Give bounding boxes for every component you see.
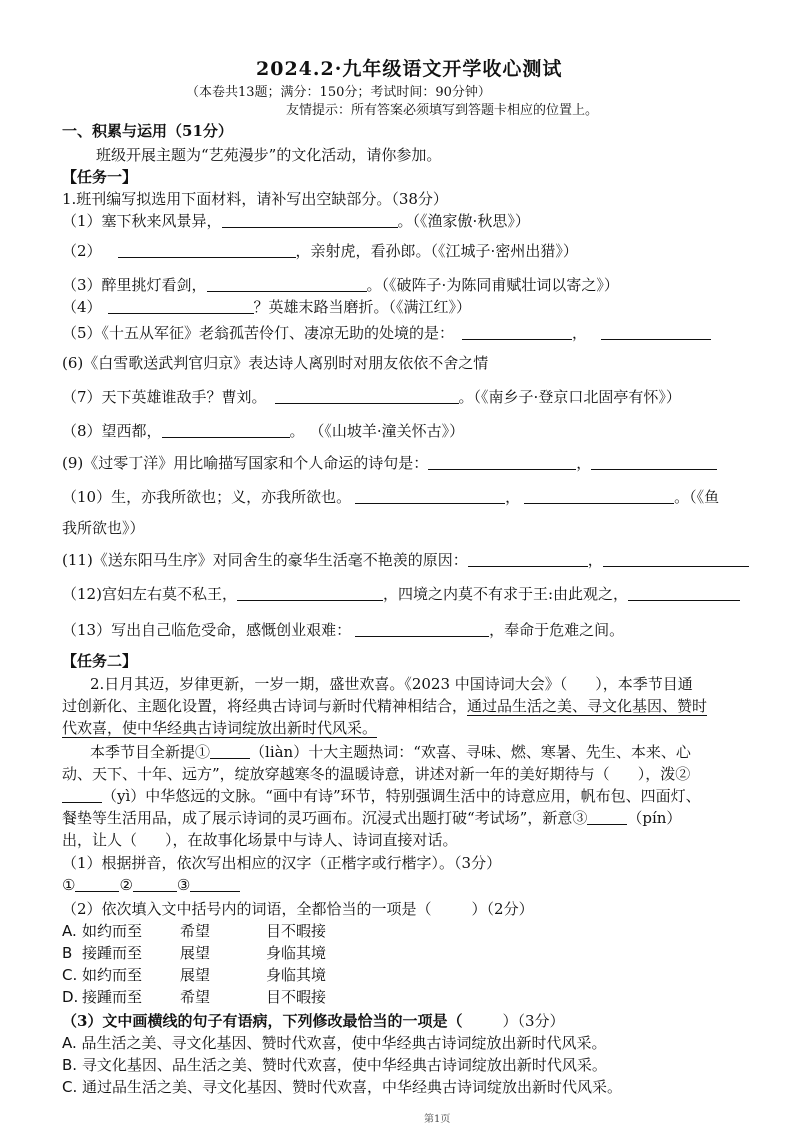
answer-blank[interactable]: [207, 277, 367, 292]
subquestion-3: （3）文中画横线的句子有语病，下列修改最恰当的一项是（ ）（3分）: [62, 1012, 565, 1030]
answer-blank[interactable]: [628, 586, 740, 601]
task2-label: 【任务二】: [62, 652, 138, 670]
answer-blank[interactable]: [601, 325, 711, 340]
item-11: (11)《送东阳马生序》对同舍生的豪华生活毫不艳羡的原因： ，: [62, 550, 749, 570]
exam-meta: （本卷共13题；满分：150分；考试时间：90分钟）: [186, 85, 491, 100]
option-c[interactable]: C. 通过品生活之美、寻文化基因、赞时代欢喜，中华经典古诗词绽放出新时代风采。: [62, 1078, 623, 1096]
subquestion-1: （1）根据拼音，依次写出相应的汉字（正楷字或行楷字）。（3分）: [62, 854, 502, 872]
item-10-cont: 我所欲也》）: [62, 519, 145, 537]
answer-blank[interactable]: [468, 552, 588, 567]
question-1: 1.班刊编写拟选用下面材料，请补写出空缺部分。（38分）: [62, 190, 448, 208]
answer-blank[interactable]: [222, 213, 398, 228]
page-number: 第1页: [424, 1114, 451, 1125]
underlined-sentence-end: 代欢喜，使中华经典古诗词绽放出新时代风采。: [62, 719, 378, 737]
answer-blank[interactable]: [462, 325, 572, 340]
subquestion-1-blanks: ① ② ③: [62, 875, 240, 895]
answer-blank[interactable]: [133, 877, 177, 892]
option-c[interactable]: C. 如约而至 展望 身临其境: [62, 966, 327, 984]
section-intro: 班级开展主题为“艺苑漫步”的文化活动，请你参加。: [96, 146, 442, 164]
passage-line-5: 动、天下、十年、远方”，绽放穿越寒冬的温暖诗意，讲述对新一年的美好期待与（ ），泼②: [62, 765, 691, 783]
section-heading: 一、积累与运用（51分）: [62, 122, 233, 140]
answer-blank[interactable]: [108, 299, 254, 314]
item-12: （12)宫妇左右莫不私王， ，四境之内莫不有求于王:由此观之，: [62, 584, 740, 604]
answer-blank[interactable]: [75, 877, 119, 892]
option-a[interactable]: A. 如约而至 希望 目不暇接: [62, 922, 327, 940]
answer-blank[interactable]: [591, 455, 717, 470]
answer-blank[interactable]: [210, 744, 250, 759]
passage-line-1: 2.日月其迈，岁律更新，一岁一期，盛世欢喜。《2023 中国诗词大会》（ ），本季节目通: [90, 675, 693, 693]
passage-line-3: [62, 718, 377, 738]
exam-tip: 友情提示：所有答案必须填写到答题卡相应的位置上。: [286, 103, 599, 118]
answer-blank[interactable]: [118, 243, 296, 258]
answer-blank[interactable]: [62, 788, 102, 803]
subquestion-2: （2）依次填入文中括号内的词语，全都恰当的一项是（ ）（2分）: [62, 900, 534, 918]
task1-label: 【任务一】: [62, 168, 138, 186]
passage-line-8: 出，让人（ ），在故事化场景中与诗人、诗词直接对话。: [62, 831, 458, 849]
answer-blank[interactable]: [524, 489, 674, 504]
item-6: (6)《白雪歌送武判官归京》表达诗人离别时对朋友依依不舍之情: [62, 354, 489, 372]
answer-blank[interactable]: [603, 552, 749, 567]
item-10: （10）生，亦我所欲也；义，亦我所欲也。 ， 。（《鱼: [62, 488, 720, 506]
passage-line-7: 餐垫等生活用品，成了展示诗词的灵巧画布。沉浸式出题打破“考试场”，新意③ （pín）: [62, 809, 682, 827]
item-2: （2） ，亲射虎，看孙郎。（《江城子·密州出猎》）: [62, 242, 578, 260]
answer-blank[interactable]: [355, 622, 489, 637]
item-1: （1）塞下秋来风景异， 。（《渔家傲·秋思》）: [62, 212, 530, 230]
item-9: (9)《过零丁洋》用比喻描写国家和个人命运的诗句是： ，: [62, 453, 717, 473]
option-b[interactable]: B. 寻文化基因、品生活之美、赞时代欢喜，使中华经典古诗词绽放出新时代风采。: [62, 1056, 607, 1074]
item-5: （5）《十五从军征》老翁孤苦伶仃、凄凉无助的处境的是： ，: [62, 323, 711, 343]
item-8: （8）望西都， 。 （《山坡羊·潼关怀古》）: [62, 422, 465, 440]
passage-line-2: 过创新化、主题化设置，将经典古诗词与新时代精神相结合，通过品生活之美、寻文化基因、赞时: [62, 697, 708, 715]
option-b[interactable]: B 接踵而至 展望 身临其境: [62, 944, 327, 962]
passage-line-4: 本季节目全新提① （liàn）十大主题热词：“欢喜、寻味、燃、寒暑、先生、本来、心: [90, 743, 691, 761]
answer-blank[interactable]: [355, 489, 505, 504]
underlined-sentence: 通过品生活之美、寻文化基因、赞时: [467, 697, 708, 715]
answer-blank[interactable]: [428, 455, 576, 470]
option-a[interactable]: A. 品生活之美、寻文化基因、赞时代欢喜，使中华经典古诗词绽放出新时代风采。: [62, 1034, 607, 1052]
answer-blank[interactable]: [587, 810, 627, 825]
answer-blank[interactable]: [275, 389, 459, 404]
answer-blank[interactable]: [190, 877, 240, 892]
answer-blank[interactable]: [162, 423, 290, 438]
page-title: 2024.2·九年级语文开学收心测试: [256, 58, 563, 80]
option-d[interactable]: D. 接踵而至 希望 目不暇接: [62, 988, 327, 1006]
passage-line-6: （yì）中华悠远的文脉。“画中有诗”环节，特别强调生活中的诗意应用，帆布包、四面灯、: [62, 786, 701, 806]
item-13: （13）写出自己临危受命，感慨创业艰难： ，奉命于危难之间。: [62, 621, 625, 639]
item-4: （4） ？英雄末路当磨折。（《满江红》）: [62, 298, 472, 316]
item-7: （7）天下英雄谁敌手？曹刘。 。（《南乡子·登京口北固亭有怀》）: [62, 388, 681, 406]
answer-blank[interactable]: [237, 586, 383, 601]
item-3: （3）醉里挑灯看剑， 。（《破阵子·为陈同甫赋壮词以寄之》）: [62, 276, 619, 294]
